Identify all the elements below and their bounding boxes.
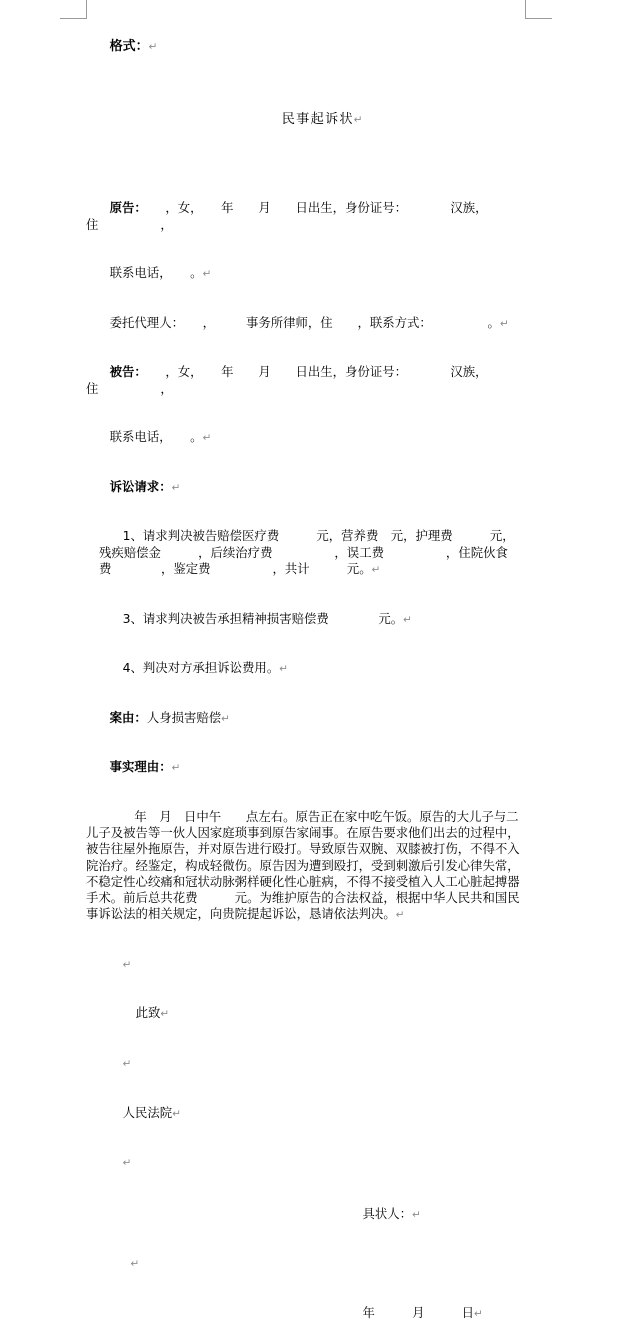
text-boundary-corner-top-right	[525, 0, 552, 19]
agent-detail: ， 事务所律师，住 ，联系方式： 。	[177, 314, 500, 330]
plaintiff-detail-1: ，女， 年 月 日出生，身份证号： 汉族，住 ，	[86, 200, 488, 232]
plaintiff-label: 原告：	[109, 200, 141, 216]
pilcrow-mark: ↵	[279, 663, 289, 676]
salutation-text: 此致	[135, 1005, 161, 1021]
blank-line-2	[86, 1039, 526, 1089]
court-line	[86, 1088, 526, 1138]
pilcrow-mark: ↵	[412, 1208, 421, 1221]
pilcrow-mark: ↵	[499, 317, 509, 330]
blank-line-4	[86, 1239, 526, 1289]
pilcrow-mark: ↵	[130, 1258, 140, 1271]
agent-line	[86, 299, 526, 349]
facts-heading-line	[86, 743, 526, 793]
claims-heading: 诉讼请求：	[109, 478, 172, 494]
claim-item-text: 1、请求判决被告赔偿医疗费 元，营养费 元，护理费 元，残疾赔偿金 ，后续治疗费 ，误工费 ，住院伙食费 ，鉴定费 ，共计 元。	[99, 528, 515, 576]
pilcrow-mark: ↵	[202, 268, 212, 281]
facts-body-text: 年 月 日中午 点左右。原告正在家中吃午饭。原告的大儿子与二儿子及被告等一伙人因家庭琐事到原告家闹事。在原告要求他们出去的过程中，被告往屋外拖原告，并对原告进行殴打。导致原告双腕、双膝被打伤，不得不入院治疗。经鉴定，构成轻微伤。原告因为遭到殴打，受到刺激后引发心律失常，不稳定性心绞痛和冠状动脉粥样硬化性心脏病，不得不接受植入人工心脏起搏器手术。前后总共花费 元。为维护原告的合法权益，根据中华人民共和国民事诉讼法的相关规定，向贵院提起诉讼，恳请依法判决。	[86, 808, 520, 922]
facts-heading: 事实理由：	[109, 759, 172, 775]
pilcrow-mark: ↵	[202, 432, 212, 445]
plaintiff-detail-2: 联系电话， 。	[109, 265, 203, 281]
pilcrow-mark: ↵	[171, 762, 181, 775]
case-reason-value: 人身损害赔偿	[146, 709, 222, 725]
signer-label: 具状人：	[362, 1205, 413, 1221]
pilcrow-mark: ↵	[148, 41, 158, 54]
claim-item-text: 4、判决对方承担诉讼费用。	[122, 660, 280, 676]
claims-heading-line	[86, 463, 526, 513]
pilcrow-mark: ↵	[403, 613, 412, 626]
facts-body-paragraph	[86, 793, 526, 940]
salutation-line	[86, 989, 526, 1039]
document-title-line	[86, 96, 526, 145]
pilcrow-mark: ↵	[122, 958, 132, 971]
pilcrow-mark: ↵	[172, 1107, 182, 1120]
pilcrow-mark: ↵	[474, 1308, 483, 1321]
claim-item-1	[86, 512, 526, 594]
defendant-label: 被告：	[109, 364, 141, 380]
court-name: 人民法院	[122, 1104, 173, 1120]
pilcrow-mark: ↵	[122, 1057, 132, 1070]
defendant-line-2	[86, 413, 526, 463]
plaintiff-line-1	[86, 184, 526, 249]
signer-line	[86, 1190, 526, 1240]
defendant-line-1	[86, 348, 526, 413]
claim-item-4	[86, 644, 526, 694]
agent-label: 委托代理人：	[109, 314, 178, 330]
text-boundary-corner-top-left	[60, 0, 87, 19]
pilcrow-mark: ↵	[353, 113, 363, 126]
pilcrow-mark: ↵	[160, 1008, 170, 1021]
format-label-line	[86, 22, 526, 72]
date-text: 年 月 日	[362, 1305, 475, 1321]
blank-line-3	[86, 1138, 526, 1188]
pilcrow-mark: ↵	[221, 712, 230, 725]
defendant-detail-1: ，女， 年 月 日出生，身份证号： 汉族，住 ，	[86, 364, 488, 396]
signature-block	[86, 1190, 526, 1338]
defendant-detail-2: 联系电话， 。	[109, 429, 203, 445]
blank-line-1	[86, 940, 526, 990]
pilcrow-mark: ↵	[395, 909, 405, 922]
claim-item-text: 3、请求判决被告承担精神损害赔偿费 元。	[122, 610, 404, 626]
case-reason-line	[86, 694, 526, 744]
plaintiff-line-2	[86, 249, 526, 299]
pilcrow-mark: ↵	[171, 481, 181, 494]
claim-item-3	[86, 594, 526, 644]
case-reason-label: 案由：	[109, 709, 147, 725]
document-title: 民事起诉状	[281, 111, 354, 127]
document-body	[86, 22, 526, 1338]
format-label: 格式：	[109, 39, 149, 55]
pilcrow-mark: ↵	[122, 1157, 132, 1170]
pilcrow-mark: ↵	[371, 563, 381, 576]
date-line	[86, 1289, 526, 1338]
